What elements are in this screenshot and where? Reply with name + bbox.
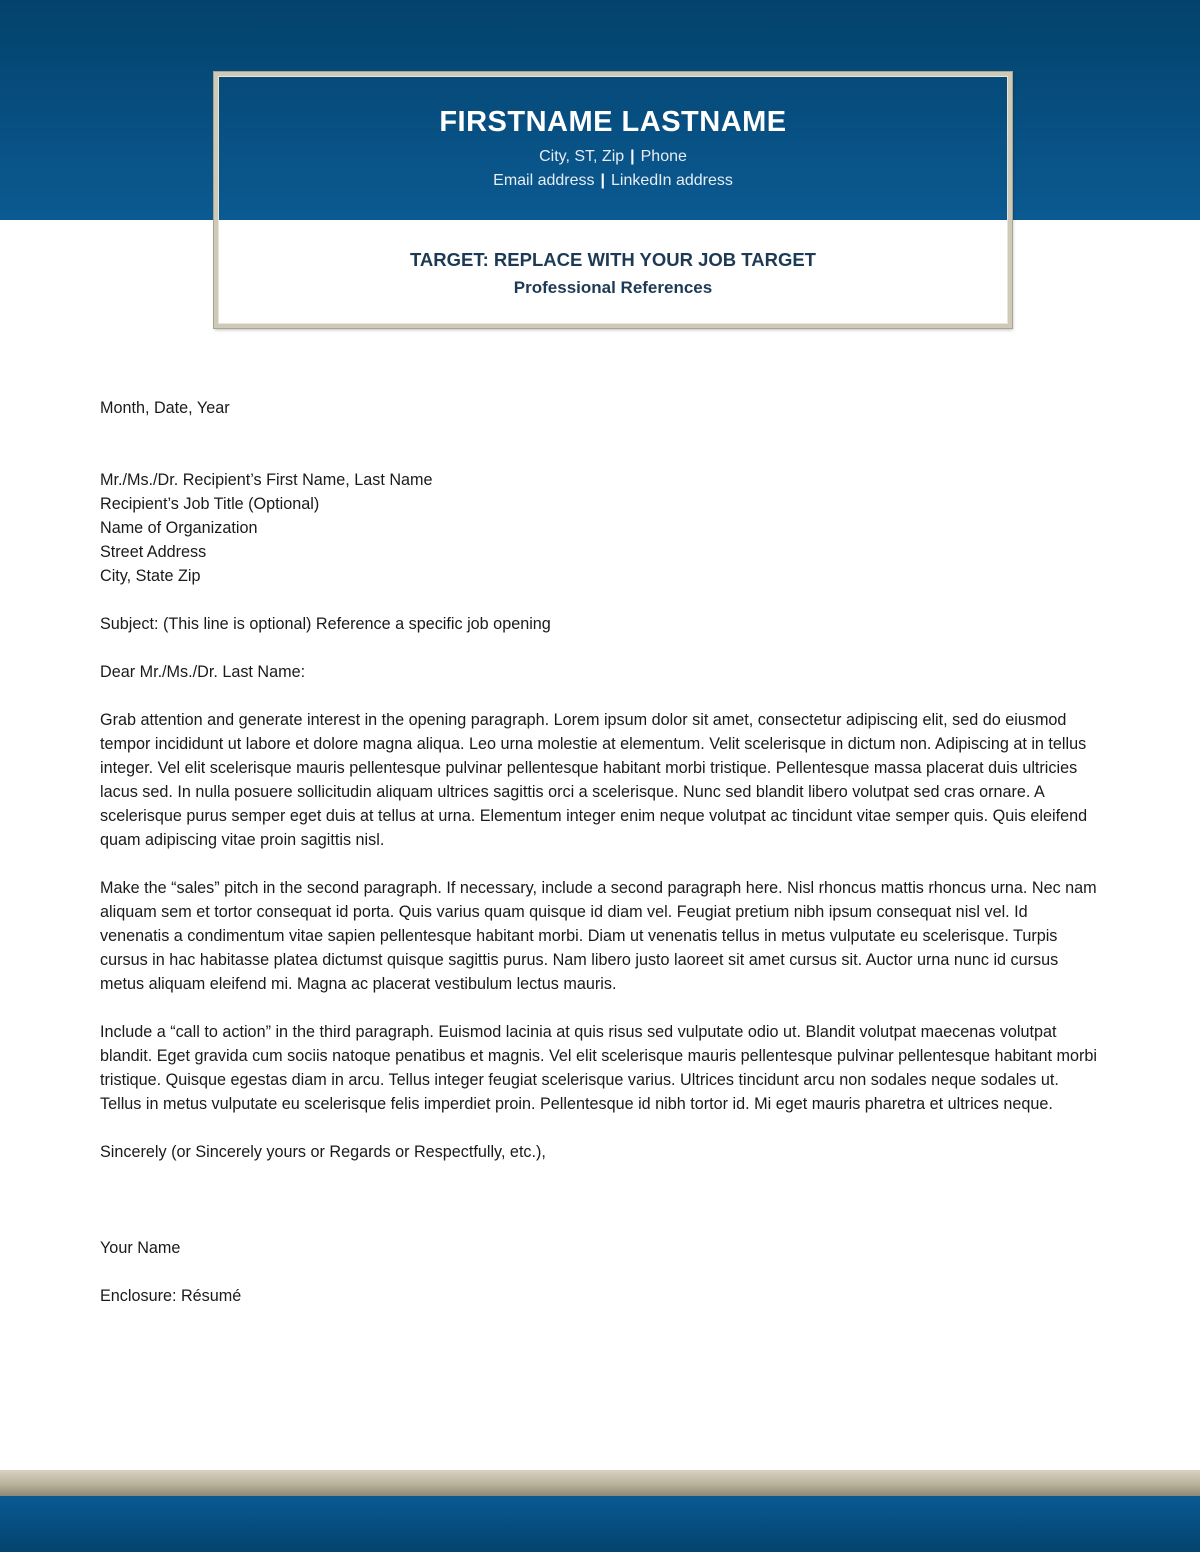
recipient-line: Name of Organization	[100, 519, 258, 537]
contact-linkedin: LinkedIn address	[611, 172, 733, 189]
job-target: TARGET: REPLACE WITH YOUR JOB TARGET	[410, 249, 816, 270]
body-paragraph: Include a “call to action” in the third paragraph. Euismod lacinia at quis risus sed vulputate odio ut. Blandit volutpat maecenas volutpat blandit. Eget gravida cum sociis natoque penatibus et magnis. Vel elit scelerisque mauris pellentesque pulvinar pellentesque habitant morbi tristique. Quisque egestas diam in arcu. Tellus integer feugiat scelerisque varius. Ultrices tincidunt arcu non sodales neque sodales ut. Tellus in metus vulputate eu scelerisque felis imperdiet proin. Pellentesque id nibh tortor id. Mi eget mauris pharetra et ultrices neque.	[100, 1023, 1098, 1113]
footer-stripe	[0, 1470, 1200, 1496]
enclosure-line: Enclosure: Résumé	[100, 1287, 242, 1305]
recipient-line: Recipient’s Job Title (Optional)	[100, 495, 320, 513]
contact-phone: Phone	[640, 148, 687, 165]
header-frame	[214, 72, 1012, 328]
letter-date: Month, Date, Year	[100, 399, 230, 417]
subject-line: Subject: (This line is optional) Reference a specific job opening	[100, 615, 551, 633]
contact-email: Email address	[493, 172, 595, 189]
footer-band	[0, 1496, 1200, 1552]
recipient-line: City, State Zip	[100, 567, 201, 585]
document-subtitle: Professional References	[513, 278, 713, 297]
recipient-line: Street Address	[100, 543, 207, 561]
applicant-name: FIRSTNAME LASTNAME	[439, 106, 787, 138]
closing: Sincerely (or Sincerely yours or Regards or Respectfully, etc.),	[100, 1143, 546, 1161]
contact-separator: |	[630, 148, 635, 165]
body-paragraph: Make the “sales” pitch in the second paragraph. If necessary, include a second paragraph here. Nisl rhoncus mattis rhoncus urna. Nec nam aliquam sem et tortor consequat id porta. Quis varius quam quisque id diam vel. Feugiat pretium nibh ipsum consequat nisl vel. Id venenatis a condimentum vitae sapien pellentesque habitant morbi. Diam ut venenatis tellus in metus vulputate eu scelerisque. Turpis cursus in hac habitasse platea dictumst quisque sagittis purus. Nam libero justo laoreet sit amet cursus sit. Auctor urna nunc id cursus metus aliquam eleifend mi. Magna ac placerat vestibulum lectus mauris.	[100, 879, 1097, 993]
salutation: Dear Mr./Ms./Dr. Last Name:	[100, 663, 306, 681]
contact-line-location	[218, 148, 1008, 166]
recipient-block	[100, 468, 1100, 588]
contact-separator: |	[600, 172, 605, 189]
contact-line-online	[218, 172, 1008, 190]
recipient-line: Mr./Ms./Dr. Recipient’s First Name, Last Name	[100, 471, 433, 489]
body-paragraph: Grab attention and generate interest in the opening paragraph. Lorem ipsum dolor sit amet, consectetur adipiscing elit, sed do eiusmod tempor incididunt ut labore et dolore magna aliqua. Leo urna molestie at elementum. Velit scelerisque in dictum non. Adipiscing at in tellus integer. Vel elit scelerisque mauris pellentesque pulvinar pellentesque habitant morbi tristique. Pellentesque massa placerat duis ultricies lacus sed. In nulla posuere sollicitudin aliquam ultrices sagittis orci a scelerisque. Nunc sed blandit libero volutpat sed cras ornare. A scelerisque purus semper eget duis at tellus at urna. Elementum integer enim neque volutpat ac tincidunt vitae semper quis. Quis eleifend quam adipiscing vitae proin sagittis nisl.	[100, 711, 1088, 849]
letter-body	[100, 396, 1100, 1308]
signature-name: Your Name	[100, 1239, 181, 1257]
contact-city: City, ST, Zip	[539, 148, 625, 165]
